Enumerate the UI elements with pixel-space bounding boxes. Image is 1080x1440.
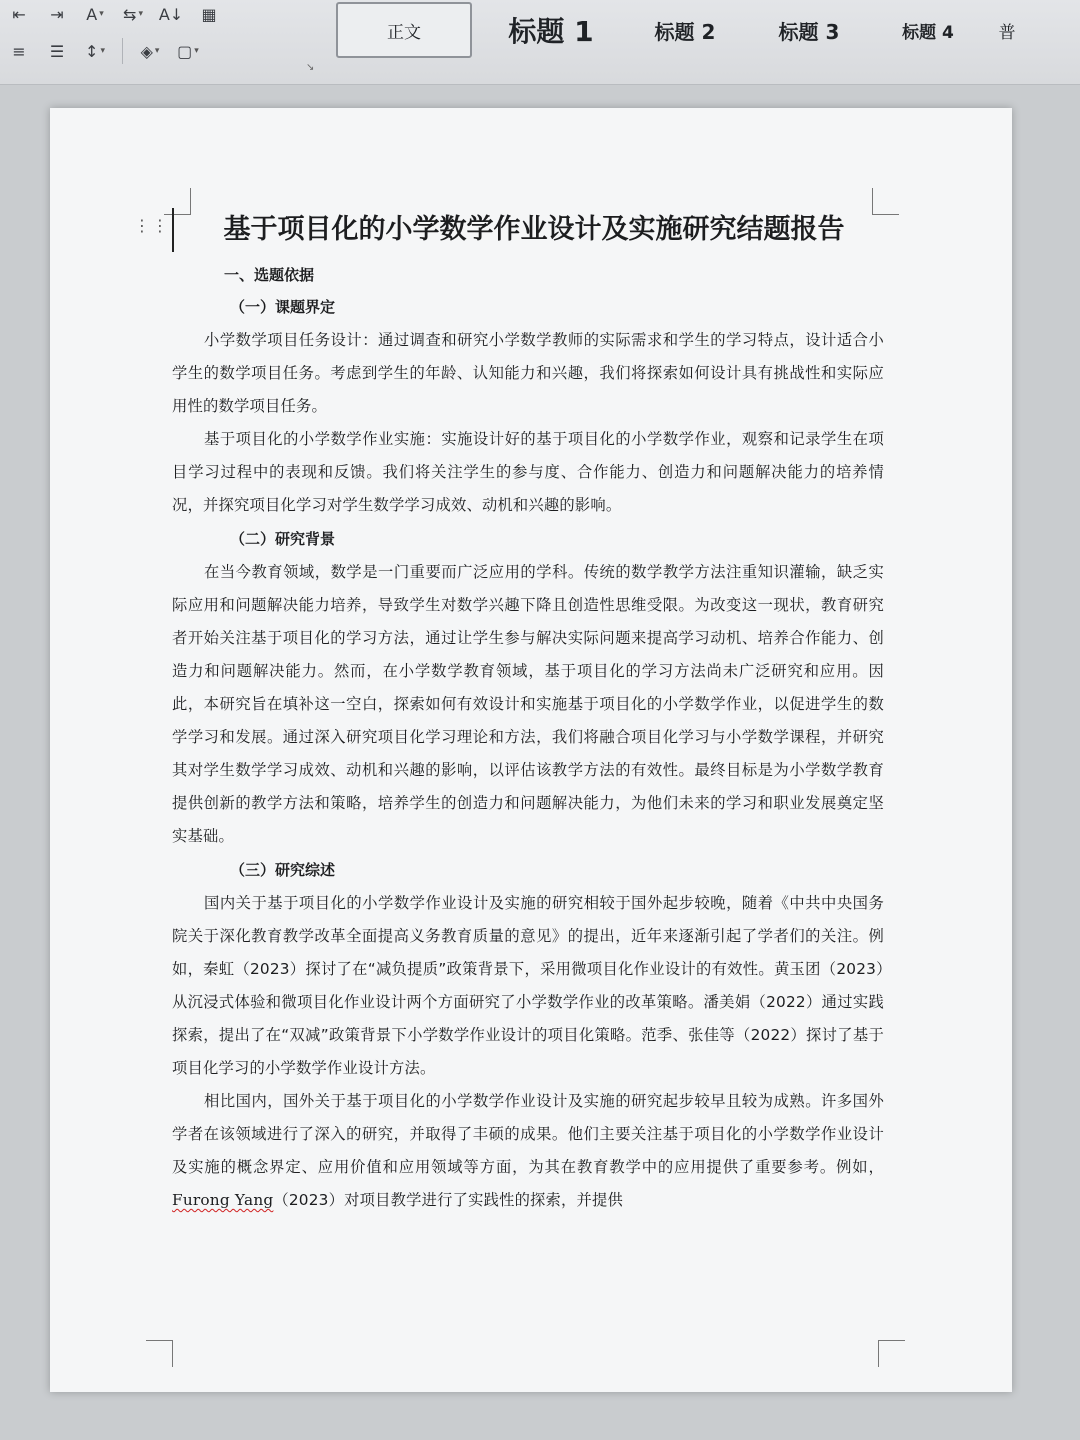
margin-corner-mark — [878, 1340, 905, 1367]
shading-icon[interactable]: ◈ ▾ — [140, 41, 160, 61]
document-body[interactable] — [172, 208, 884, 1217]
decrease-indent-icon[interactable]: ⇤ — [12, 4, 26, 24]
align-left-icon[interactable]: ≡ — [12, 41, 26, 61]
toolbar-separator — [122, 38, 123, 64]
ribbon-row-paragraph-1 — [0, 0, 228, 28]
paragraph-drag-handle-icon[interactable]: ⋮⋮ — [134, 216, 170, 235]
ribbon-toolbar — [0, 0, 1080, 85]
line-spacing-icon[interactable]: ↕ ▾ — [85, 41, 105, 61]
borders-icon[interactable]: ▢ ▾ — [177, 41, 199, 61]
margin-corner-mark — [146, 1340, 173, 1367]
style-heading-2[interactable]: 标题 2 — [654, 19, 716, 44]
chevron-down-icon: ▾ — [99, 9, 104, 19]
subsection-heading[interactable]: （三）研究综述 — [230, 861, 336, 879]
paragraph-text: 相比国内，国外关于基于项目化的小学数学作业设计及实施的研究起步较早且较为成熟。许多国外学者在该领域进行了深入的研究，并取得了丰硕的成果。他们主要关注基于项目化的小学数学作业设计及实施的概念界定、应用价值和应用领域等方面，为其在教育教学中的应用提供了重要参考。例如， — [172, 1092, 884, 1176]
subsection-heading[interactable]: （二）研究背景 — [230, 530, 336, 548]
paragraph[interactable]: 国内关于基于项目化的小学数学作业设计及实施的研究相较于国外起步较晚，随着《中共中央国务院关于深化教育教学改革全面提高义务教育质量的意见》的提出，近年来逐渐引起了学者们的关注。例如，秦虹（2023）探讨了在“减负提质”政策背景下，采用微项目化作业设计的有效性。黄玉团（2023）从沉浸式体验和微项目化作业设计两个方面研究了小学数学作业的改革策略。潘美娟（2022）通过实践探索，提出了在“双减”政策背景下小学数学作业设计的项目化策略。范季、张佳等（2022）探讨了基于项目化学习的小学数学作业设计方法。 — [172, 894, 884, 1077]
paragraph-dialog-launcher-icon[interactable]: ↘ — [306, 62, 315, 73]
distributed-align-icon[interactable]: ☰ — [49, 41, 65, 61]
paragraph-text: （2023）对项目教学进行了实践性的探索，并提供 — [273, 1191, 624, 1209]
paragraph[interactable]: 基于项目化的小学数学作业实施：实施设计好的基于项目化的小学数学作业，观察和记录学生在项目学习过程中的表现和反馈。我们将关注学生的参与度、合作能力、创造力和问题解决能力的培养情况，并探究项目化学习对学生数学学习成效、动机和兴趣的影响。 — [172, 430, 884, 514]
subsection-heading[interactable]: （一）课题界定 — [230, 298, 336, 316]
document-title[interactable]: 基于项目化的小学数学作业设计及实施研究结题报告 — [172, 208, 884, 252]
style-heading-4[interactable]: 标题 4 — [902, 22, 954, 43]
chevron-down-icon: ▾ — [100, 46, 105, 56]
chevron-down-icon: ▾ — [194, 46, 199, 56]
document-page[interactable] — [50, 108, 1012, 1392]
paragraph[interactable] — [172, 1085, 884, 1217]
style-heading-1[interactable]: 标题 1 — [508, 15, 594, 48]
spellcheck-flagged-name[interactable]: Furong Yang — [172, 1191, 274, 1209]
sort-icon[interactable]: A↓ — [158, 4, 184, 24]
section-heading[interactable]: 一、选题依据 — [224, 266, 315, 284]
style-heading-3[interactable]: 标题 3 — [778, 19, 840, 44]
table-icon[interactable]: ▦ — [201, 4, 217, 24]
style-normal[interactable]: 正文 — [336, 2, 472, 58]
chevron-down-icon: ▾ — [138, 9, 143, 19]
ribbon-row-paragraph-2 — [0, 36, 207, 66]
paragraph[interactable]: 在当今教育领域，数学是一门重要而广泛应用的学科。传统的数学教学方法注重知识灌输，缺乏实际应用和问题解决能力培养，导致学生对数学兴趣下降且创造性思维受限。为改变这一现状，教育研究者开始关注基于项目化的学习方法，通过让学生参与解决实际问题来提高学习动机、培养合作能力、创造力和问题解决能力。然而，在小学数学教育领域，基于项目化的学习方法尚未广泛研究和应用。因此，本研究旨在填补这一空白，探索如何有效设计和实施基于项目化的小学数学作业，以促进学生的数学学习和发展。通过深入研究项目化学习理论和方法，我们将融合项目化学习与小学数学课程，并研究其对学生数学学习成效、动机和兴趣的影响，以评估该教学方法的有效性。最终目标是为小学数学教育提供创新的教学方法和策略，培养学生的创造力和问题解决能力，为他们未来的学习和职业发展奠定坚实基础。 — [172, 563, 884, 845]
paragraph[interactable]: 小学数学项目任务设计：通过调查和研究小学数学教师的实际需求和学生的学习特点，设计适合小学生的数学项目任务。考虑到学生的年龄、认知能力和兴趣，我们将探索如何设计具有挑战性和实际应用性的数学项目任务。 — [172, 331, 884, 415]
increase-indent-icon[interactable]: ⇥ — [50, 4, 64, 24]
style-more[interactable]: 普 — [998, 22, 1016, 43]
text-direction-icon[interactable]: ⇆ ▾ — [123, 4, 143, 24]
chevron-down-icon: ▾ — [154, 46, 160, 56]
font-size-icon[interactable]: A ▾ — [86, 4, 104, 24]
style-gallery — [336, 0, 1080, 60]
